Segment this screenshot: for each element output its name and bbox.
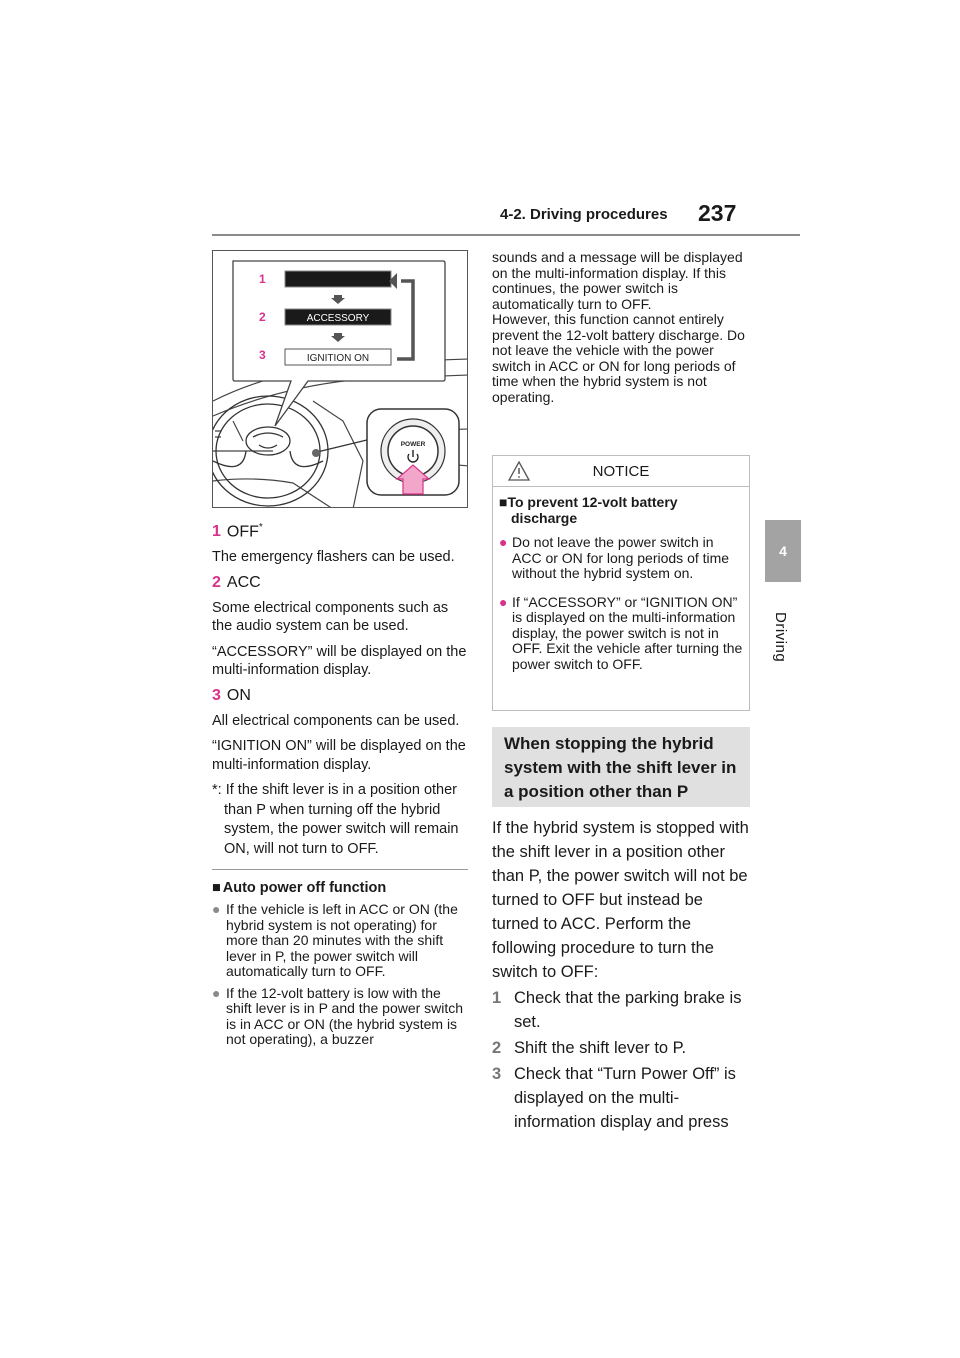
mode-on-heading: 3 ON bbox=[212, 686, 251, 704]
chapter-tab bbox=[765, 520, 801, 582]
section-title-header: 4-2. Driving procedures bbox=[500, 206, 668, 223]
auto-power-off-bullet: ● If the vehicle is left in ACC or ON (the hybrid system is not operating) for more than 20 minutes with the shift lever in P, the power switch will automatically turn to OFF. bbox=[212, 901, 458, 980]
mode-box-accessory-label: ACCESSORY bbox=[306, 313, 370, 324]
power-switch-drawing bbox=[213, 251, 468, 508]
auto-power-off-continuation: sounds and a message will be displayed on the multi-information display. If this continues, the power switch is automatically turn to OFF. bbox=[492, 249, 743, 312]
mode-acc-display-note: “ACCESSORY” will be displayed on the multi-information display. bbox=[212, 643, 467, 679]
chapter-label: Driving bbox=[772, 612, 789, 663]
notice-body bbox=[493, 487, 749, 672]
notice-title: NOTICE bbox=[592, 462, 650, 480]
power-button-label: POWER bbox=[400, 441, 426, 448]
figure-label-2: 2 bbox=[259, 310, 266, 324]
procedure-section bbox=[492, 816, 754, 1134]
header-rule bbox=[212, 234, 800, 236]
procedure-step: 3 Check that “Turn Power Off” is displayed on the multi-information display and press bbox=[492, 1065, 736, 1131]
auto-power-off-bullet: ● If the 12-volt battery is low with the shift lever is in P and the power switch is in ACC or ON (the hybrid system is not operating), a buzzer bbox=[212, 984, 464, 1048]
page-number: 237 bbox=[698, 200, 737, 226]
auto-power-off-heading: ■ Auto power off function bbox=[212, 880, 387, 897]
section-divider bbox=[212, 869, 468, 870]
figure-label-1: 1 bbox=[259, 272, 266, 286]
warning-triangle-icon bbox=[507, 460, 531, 482]
procedure-step: 2 Shift the shift lever to P. bbox=[492, 1039, 687, 1057]
procedure-intro: If the hybrid system is stopped with the shift lever in a position other than P, the power switch will not be turned to OFF but instead be turned to ACC. Perform the following procedure to turn the switch to OFF: bbox=[492, 819, 749, 981]
mode-acc-heading: 2 ACC bbox=[212, 573, 261, 591]
section-banner: When stopping the hybrid system with the shift lever in a position other than P bbox=[492, 727, 750, 807]
mode-off-description: The emergency flashers can be used. bbox=[212, 549, 455, 566]
footnote: *: If the shift lever is in a position other than P when turning off the hybrid system, the power switch will remain ON, will not turn to OFF. bbox=[212, 782, 459, 857]
mode-off-heading: 1 OFF* bbox=[212, 522, 263, 541]
left-column bbox=[212, 520, 468, 1054]
notice-header bbox=[493, 456, 749, 487]
mode-box-ignition-label: IGNITION ON bbox=[306, 353, 370, 364]
mode-box-off bbox=[285, 271, 391, 287]
mode-acc-description: Some electrical components such as the audio system can be used. bbox=[212, 599, 449, 635]
notice-subheading: ■To prevent 12-volt battery discharge bbox=[499, 494, 678, 526]
power-switch-illustration bbox=[212, 250, 468, 508]
notice-bullet: ● Do not leave the power switch in ACC or ON for long periods of time without the hybrid system on. bbox=[499, 534, 730, 581]
chapter-number: 4 bbox=[779, 543, 787, 559]
right-column-continuation bbox=[492, 250, 752, 405]
mode-on-description: All electrical components can be used. bbox=[212, 712, 460, 729]
notice-bullet: ● If “ACCESSORY” or “IGNITION ON” is displayed on the multi-information display, the power switch is not in OFF. Exit the vehicle after turning the power switch to OFF. bbox=[499, 593, 743, 672]
figure-label-3: 3 bbox=[259, 348, 266, 362]
mode-on-display-note: “IGNITION ON” will be displayed on the multi-information display. bbox=[212, 738, 466, 773]
notice-box bbox=[492, 455, 750, 711]
procedure-step: 1 Check that the parking brake is set. bbox=[492, 989, 742, 1031]
auto-power-off-continuation-2: However, this function cannot entirely prevent the 12-volt battery discharge. Do not leave the vehicle with the power switch in ACC or ON for long periods of time when the hybrid system is not operating. bbox=[492, 311, 745, 405]
